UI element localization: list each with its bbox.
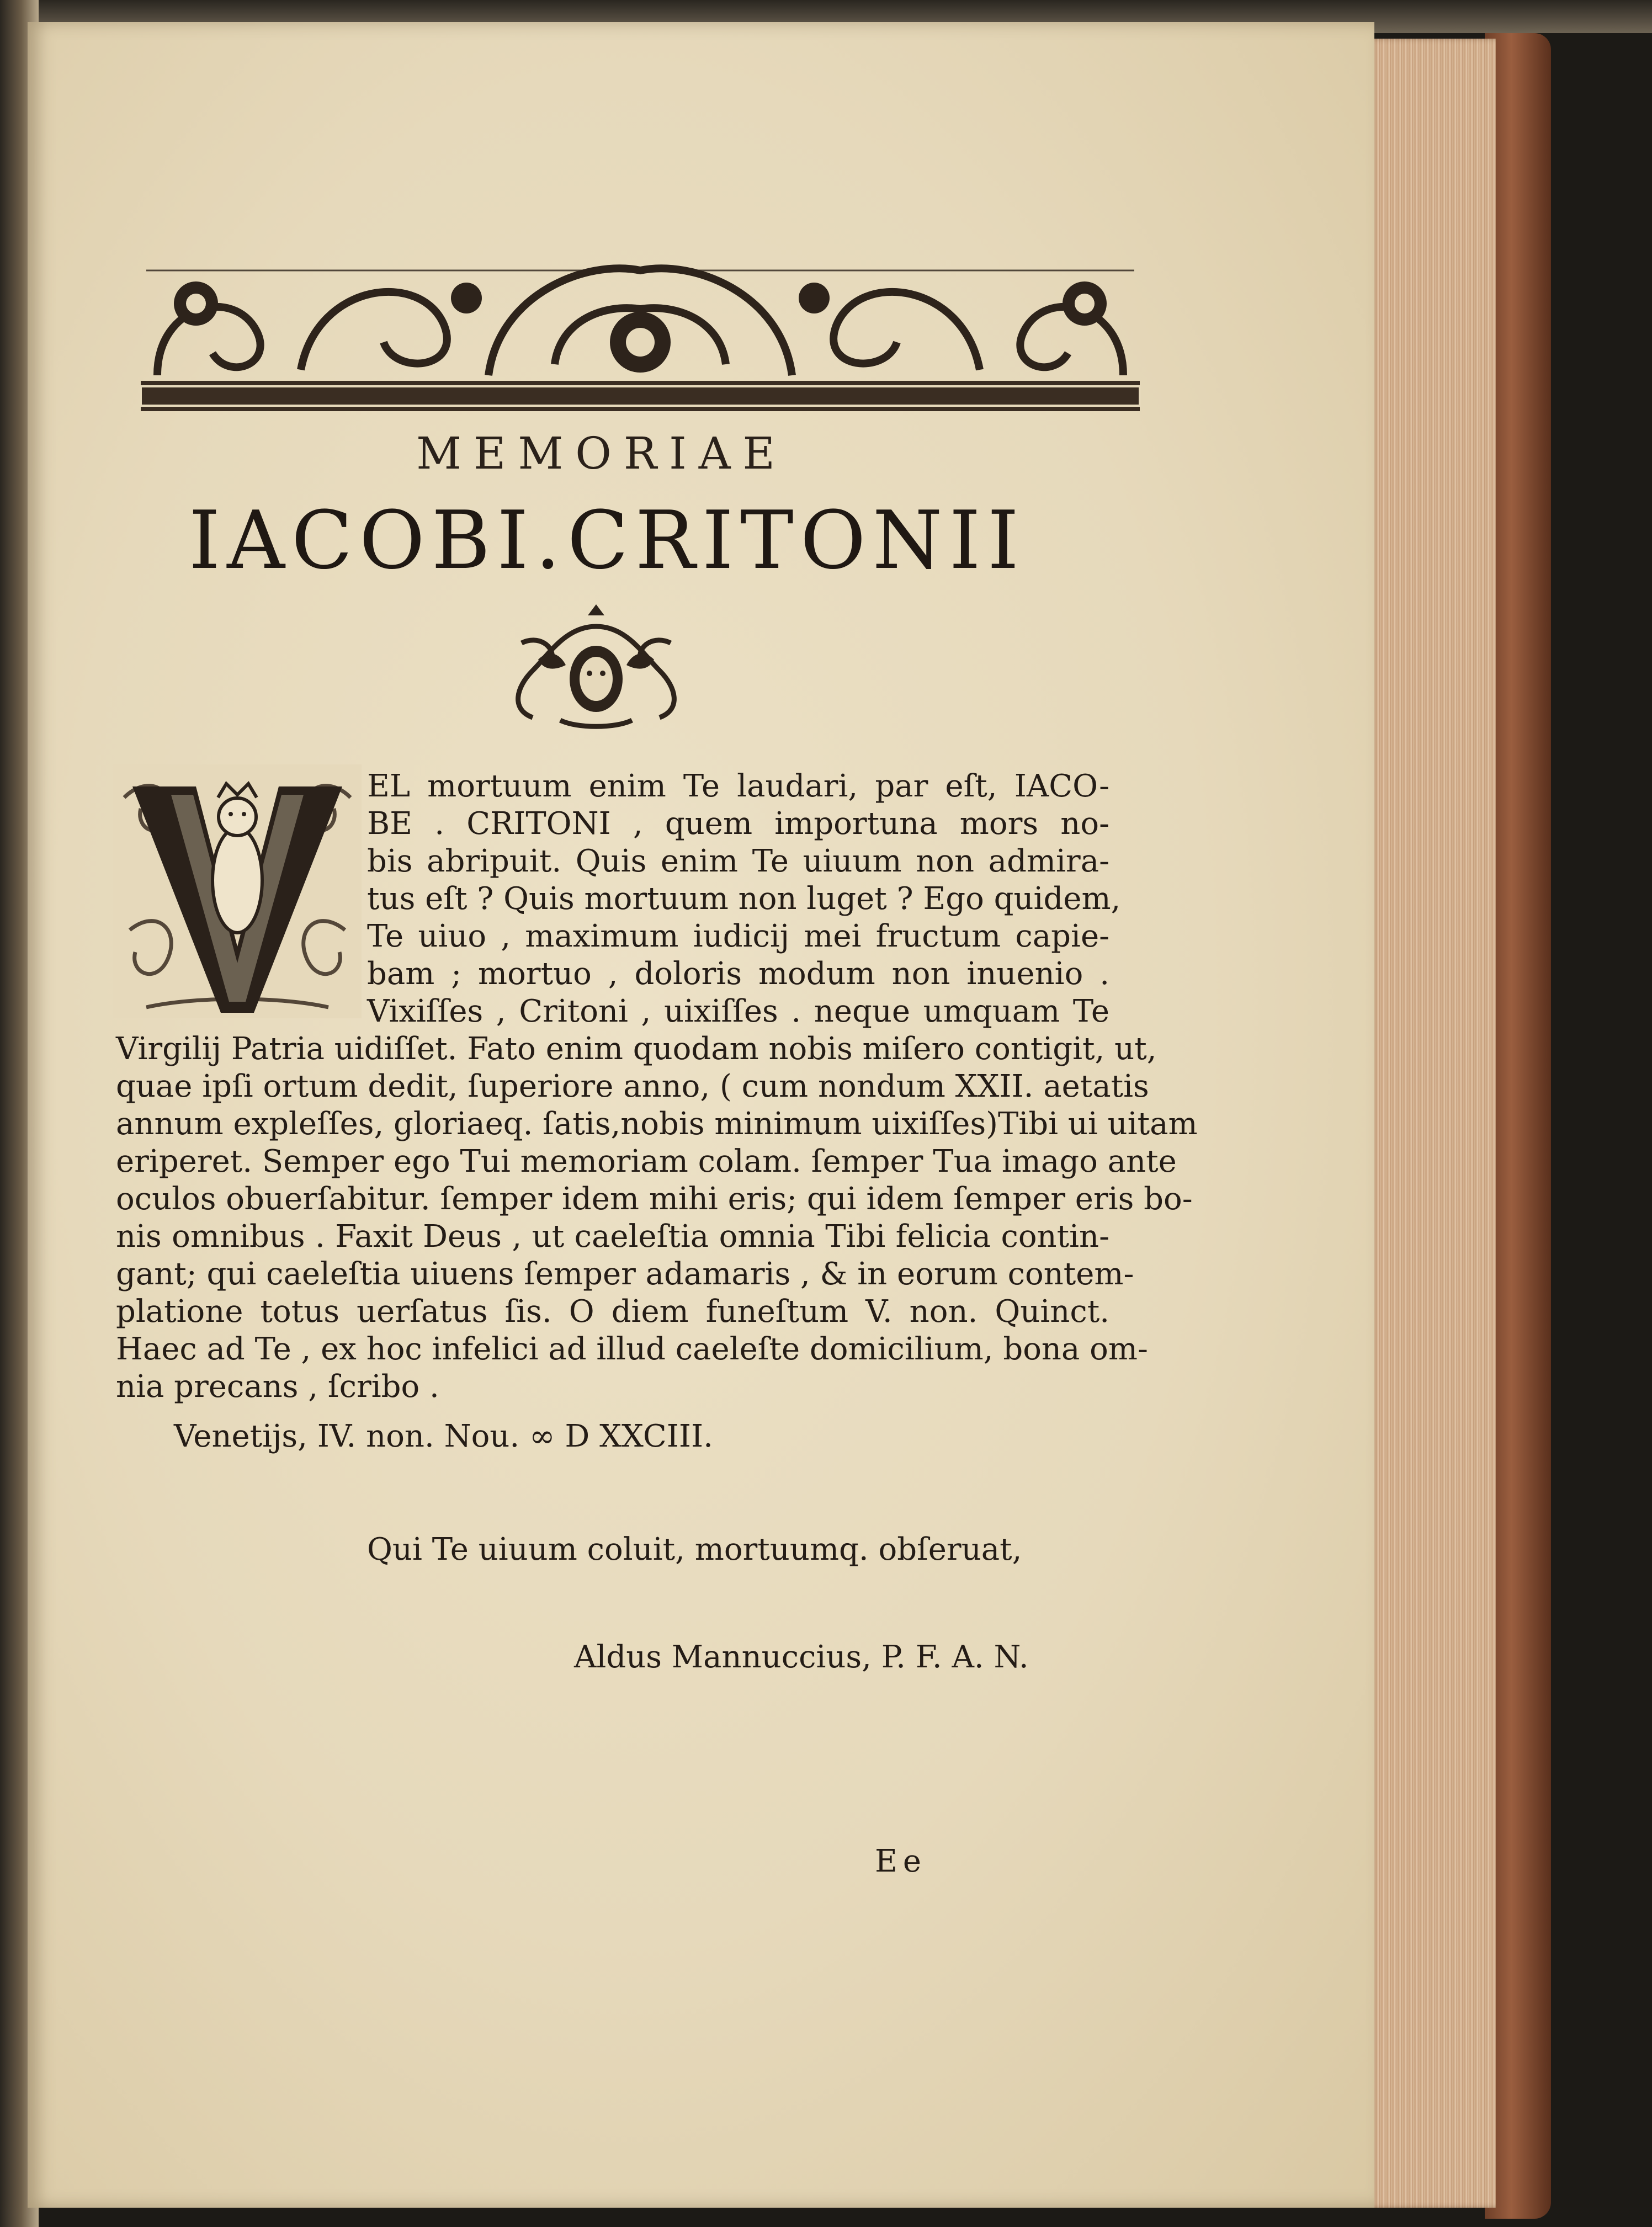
body-line: nia precans , ſcribo .: [116, 1369, 439, 1405]
heading-name: IACOBI.CRITONII: [188, 494, 1026, 587]
body-line: quae ipſi ortum dedit, ſuperiore anno, ( cum nondum XXII. aetatis: [116, 1069, 1149, 1104]
body-line: Te uiuo , maximum iudicij mei fructum capie-: [367, 918, 1109, 954]
signature: Aldus Mannuccius, P. F. A. N.: [574, 1639, 1029, 1675]
drop-cap-v-initial: [113, 764, 362, 1018]
body-line: EL mortuum enim Te laudari, par eſt, IACO-: [367, 768, 1109, 804]
body-line: Virgilij Patria uidiſſet. Fato enim quodam nobis miſero contigit, ut,: [116, 1031, 1157, 1067]
book-page: [28, 22, 1374, 2208]
body-line: bis abripuit. Quis enim Te uiuum non admira-: [367, 843, 1109, 879]
body-line: BE . CRITONI , quem importuna mors no-: [367, 806, 1109, 842]
body-line: Haec ad Te , ex hoc infelici ad illud caeleſte domicilium, bona om-: [116, 1331, 1148, 1367]
body-line: annum expleſſes, gloriaeq. ſatis,nobis minimum uixiſſes)Tibi ui uitam: [116, 1106, 1198, 1142]
signature-mark: Ee: [875, 1843, 927, 1879]
body-line: nis omnibus . Faxit Deus , ut caeleſtia omnia Tibi felicia contin-: [116, 1219, 1109, 1255]
salutation: Qui Te uiuum coluit, mortuumq. obſeruat,: [367, 1532, 1022, 1567]
body-line: eriperet. Semper ego Tui memoriam colam. ſemper Tua imago ante: [116, 1144, 1177, 1179]
crowned-mask-vignette-icon: [500, 604, 693, 731]
heading-memoriae: MEMORIAE: [416, 428, 787, 479]
body-line: Vixiſſes , Critoni , uixiſſes . neque umquam Te: [367, 993, 1109, 1029]
page-fore-edge: [1369, 39, 1496, 2208]
body-line: tus eſt ? Quis mortuum non luget ? Ego quidem,: [367, 881, 1121, 917]
body-line: oculos obuerſabitur. ſemper idem mihi eris; qui idem ſemper eris bo-: [116, 1181, 1193, 1217]
body-line: bam ; mortuo , doloris modum non inuenio .: [367, 956, 1109, 992]
body-line: gant; qui caeleſtia uiuens ſemper adamaris , & in eorum contem-: [116, 1256, 1134, 1292]
body-line: platione totus uerſatus ſis. O diem funeſtum V. non. Quinct.: [116, 1294, 1109, 1330]
dateline: Venetijs, IV. non. Nou. ∞ D XXCIII.: [174, 1418, 713, 1454]
headpiece-ornament: [135, 237, 1145, 419]
